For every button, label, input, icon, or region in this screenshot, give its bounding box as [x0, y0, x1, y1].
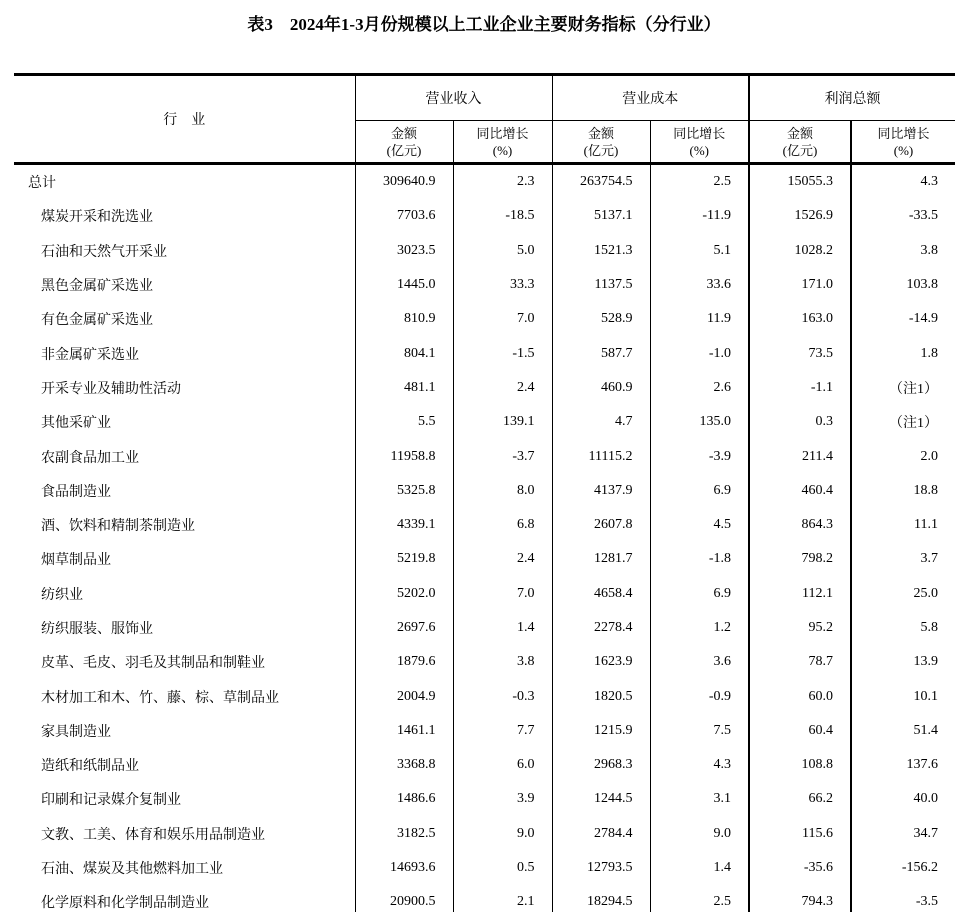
profit-growth-cell: 11.1 [851, 508, 955, 542]
revenue-amount-cell: 3182.5 [397, 825, 436, 841]
industry-name-cell: 印刷和记录媒介复制业 [14, 782, 355, 816]
table-row [14, 268, 955, 302]
header-line-2: (%) [492, 142, 513, 158]
cost-growth-cell: -1.8 [650, 542, 749, 576]
cost-growth-header [650, 121, 749, 164]
table-row [14, 474, 955, 508]
cost-growth-cell: 6.9 [650, 577, 749, 611]
revenue-amount-cell: 20900.5 [390, 894, 436, 910]
header-line-1: 同比增长 [476, 125, 529, 141]
cost-growth-cell: 3.6 [650, 645, 749, 679]
industry-name-cell: 石油和天然气开采业 [14, 234, 355, 268]
profit-amount-cell: 73.5 [749, 336, 851, 370]
industry-name-cell: 石油、煤炭及其他燃料加工业 [14, 851, 355, 885]
cost-amount-cell: 4658.4 [552, 577, 650, 611]
profit-amount-cell: -35.6 [749, 851, 851, 885]
revenue-amount-cell: 5.5 [418, 414, 436, 430]
revenue-growth-cell: 2.3 [453, 164, 552, 200]
revenue-amount-header [355, 121, 453, 164]
cost-amount-cell: 4137.9 [552, 474, 650, 508]
industry-name-cell: 食品制造业 [14, 474, 355, 508]
profit-growth-cell: 34.7 [851, 817, 955, 851]
revenue-growth-cell: -3.7 [453, 439, 552, 473]
cost-amount-cell: 528.9 [552, 302, 650, 336]
revenue-amount-cell: 14693.6 [390, 860, 436, 876]
revenue-growth-cell: 7.0 [453, 302, 552, 336]
group-header-row [14, 75, 955, 121]
revenue-growth-cell: 7.0 [453, 577, 552, 611]
profit-growth-cell: -156.2 [851, 851, 955, 885]
cost-growth-cell: 3.1 [650, 782, 749, 816]
header-line-2: (亿元) [386, 142, 422, 158]
revenue-growth-cell: 3.8 [453, 645, 552, 679]
cost-growth-cell: 9.0 [650, 817, 749, 851]
profit-amount-cell: 794.3 [749, 885, 851, 912]
cost-amount-cell: 2784.4 [552, 817, 650, 851]
profit-growth-cell: 4.3 [851, 164, 955, 200]
table-row [14, 714, 955, 748]
profit-growth-cell: -14.9 [851, 302, 955, 336]
profit-amount-cell: 60.4 [749, 714, 851, 748]
revenue-growth-cell: 5.0 [453, 234, 552, 268]
profit-amount-cell: 1028.2 [749, 234, 851, 268]
header-line-1: 金额 [587, 125, 614, 141]
profit-amount-cell: 211.4 [749, 439, 851, 473]
table-row [14, 748, 955, 782]
table-row [14, 817, 955, 851]
table-row [14, 542, 955, 576]
profit-growth-cell: 3.7 [851, 542, 955, 576]
profit-amount-cell: 460.4 [749, 474, 851, 508]
profit-growth-cell: 51.4 [851, 714, 955, 748]
table-row [14, 199, 955, 233]
revenue-growth-cell: 9.0 [453, 817, 552, 851]
profit-amount-cell: 78.7 [749, 645, 851, 679]
header-line-2: (亿元) [782, 142, 818, 158]
profit-amount-cell: 163.0 [749, 302, 851, 336]
profit-growth-cell: 2.0 [851, 439, 955, 473]
profit-growth-cell: （注1） [851, 371, 955, 405]
table-row [14, 508, 955, 542]
table-row [14, 851, 955, 885]
industry-name-cell: 黑色金属矿采选业 [14, 268, 355, 302]
cost-growth-cell: 5.1 [650, 234, 749, 268]
cost-amount-cell: 5137.1 [552, 199, 650, 233]
cost-amount-cell: 2607.8 [552, 508, 650, 542]
profit-amount-header [749, 121, 851, 164]
table-row [14, 234, 955, 268]
cost-growth-cell: 2.5 [650, 885, 749, 912]
group-header-operating-revenue: 营业收入 [355, 75, 552, 121]
cost-growth-cell: 1.4 [650, 851, 749, 885]
profit-amount-cell: 115.6 [749, 817, 851, 851]
cost-growth-cell: -3.9 [650, 439, 749, 473]
profit-growth-cell: 137.6 [851, 748, 955, 782]
revenue-amount-cell: 1461.1 [397, 722, 436, 738]
profit-amount-cell: 95.2 [749, 611, 851, 645]
industry-name-cell: 酒、饮料和精制茶制造业 [14, 508, 355, 542]
profit-growth-cell: 3.8 [851, 234, 955, 268]
revenue-growth-cell: -1.5 [453, 336, 552, 370]
industry-name-cell: 文教、工美、体育和娱乐用品制造业 [14, 817, 355, 851]
revenue-growth-cell: -0.3 [453, 679, 552, 713]
revenue-amount-cell: 4339.1 [397, 517, 436, 533]
revenue-amount-cell: 5202.0 [397, 585, 436, 601]
cost-growth-cell: 7.5 [650, 714, 749, 748]
table-row [14, 782, 955, 816]
cost-growth-cell: -11.9 [650, 199, 749, 233]
profit-amount-cell: 798.2 [749, 542, 851, 576]
revenue-growth-cell: 33.3 [453, 268, 552, 302]
profit-growth-header [851, 121, 955, 164]
revenue-growth-cell: 2.1 [453, 885, 552, 912]
cost-growth-cell: -1.0 [650, 336, 749, 370]
profit-growth-cell: -3.5 [851, 885, 955, 912]
cost-amount-header [552, 121, 650, 164]
table-row [14, 336, 955, 370]
cost-amount-cell: 1281.7 [552, 542, 650, 576]
group-header-total-profit: 利润总额 [749, 75, 955, 121]
header-line-2: (%) [689, 142, 709, 158]
revenue-amount-cell: 2004.9 [397, 688, 436, 704]
industry-name-cell: 总计 [14, 164, 355, 200]
profit-amount-cell: 1526.9 [749, 199, 851, 233]
profit-amount-cell: 60.0 [749, 679, 851, 713]
cost-growth-cell: 4.3 [650, 748, 749, 782]
profit-amount-cell: 864.3 [749, 508, 851, 542]
revenue-amount-cell: 810.9 [404, 311, 436, 327]
profit-amount-cell: 15055.3 [749, 164, 851, 200]
revenue-amount-cell: 309640.9 [383, 174, 436, 190]
cost-amount-cell: 460.9 [552, 371, 650, 405]
revenue-growth-cell: 1.4 [453, 611, 552, 645]
revenue-growth-cell: 7.7 [453, 714, 552, 748]
profit-amount-cell: 108.8 [749, 748, 851, 782]
profit-growth-cell: 13.9 [851, 645, 955, 679]
profit-amount-cell: 112.1 [749, 577, 851, 611]
revenue-amount-cell: 3368.8 [397, 757, 436, 773]
cost-growth-cell: 1.2 [650, 611, 749, 645]
cost-amount-cell: 1623.9 [552, 645, 650, 679]
profit-growth-cell: 40.0 [851, 782, 955, 816]
cost-amount-cell: 18294.5 [552, 885, 650, 912]
industry-name-cell: 开采专业及辅助性活动 [14, 371, 355, 405]
header-line-2: (亿元) [583, 142, 619, 158]
revenue-amount-cell: 5325.8 [397, 482, 436, 498]
industry-name-cell: 其他采矿业 [14, 405, 355, 439]
revenue-amount-cell: 7703.6 [397, 208, 436, 224]
table-row [14, 405, 955, 439]
cost-amount-cell: 1137.5 [552, 268, 650, 302]
industry-name-cell: 纺织服装、服饰业 [14, 611, 355, 645]
industry-name-cell: 化学原料和化学制品制造业 [14, 885, 355, 912]
group-header-operating-cost: 营业成本 [552, 75, 749, 121]
revenue-growth-cell: 0.5 [453, 851, 552, 885]
industry-name-cell: 有色金属矿采选业 [14, 302, 355, 336]
cost-amount-cell: 1244.5 [552, 782, 650, 816]
revenue-growth-cell: 6.8 [453, 508, 552, 542]
revenue-growth-cell: 6.0 [453, 748, 552, 782]
cost-growth-cell: -0.9 [650, 679, 749, 713]
revenue-growth-cell: 3.9 [453, 782, 552, 816]
cost-amount-cell: 4.7 [552, 405, 650, 439]
header-line-1: 金额 [786, 125, 813, 141]
industry-name-cell: 木材加工和木、竹、藤、棕、草制品业 [14, 679, 355, 713]
cost-growth-cell: 4.5 [650, 508, 749, 542]
revenue-amount-cell: 1879.6 [397, 654, 436, 670]
financial-indicators-table [14, 73, 955, 912]
revenue-growth-cell: -18.5 [453, 199, 552, 233]
industry-name-cell: 纺织业 [14, 577, 355, 611]
cost-growth-cell: 2.6 [650, 371, 749, 405]
table-row [14, 679, 955, 713]
revenue-amount-cell: 5219.8 [397, 551, 436, 567]
cost-growth-cell: 33.6 [650, 268, 749, 302]
cost-growth-cell: 6.9 [650, 474, 749, 508]
cost-amount-cell: 1521.3 [552, 234, 650, 268]
profit-growth-cell: 10.1 [851, 679, 955, 713]
header-line-1: 同比增长 [673, 125, 726, 141]
revenue-growth-header [453, 121, 552, 164]
table-row [14, 302, 955, 336]
table-row [14, 371, 955, 405]
header-line-1: 同比增长 [877, 125, 930, 141]
table-row [14, 164, 955, 200]
industry-name-cell: 非金属矿采选业 [14, 336, 355, 370]
cost-amount-cell: 587.7 [552, 336, 650, 370]
revenue-amount-cell: 1486.6 [397, 791, 436, 807]
industry-name-cell: 农副食品加工业 [14, 439, 355, 473]
header-line-2: (%) [893, 142, 914, 158]
header-line-1: 金额 [390, 125, 417, 141]
industry-name-cell: 煤炭开采和洗选业 [14, 199, 355, 233]
industry-name-cell: 皮革、毛皮、羽毛及其制品和制鞋业 [14, 645, 355, 679]
cost-growth-cell: 11.9 [650, 302, 749, 336]
revenue-amount-cell: 481.1 [404, 379, 436, 395]
profit-growth-cell: （注1） [851, 405, 955, 439]
profit-amount-cell: 171.0 [749, 268, 851, 302]
profit-amount-cell: -1.1 [749, 371, 851, 405]
profit-growth-cell: 18.8 [851, 474, 955, 508]
cost-growth-cell: 135.0 [650, 405, 749, 439]
cost-amount-cell: 11115.2 [552, 439, 650, 473]
cost-amount-cell: 2278.4 [552, 611, 650, 645]
table-row [14, 611, 955, 645]
cost-amount-cell: 1215.9 [552, 714, 650, 748]
profit-growth-cell: 5.8 [851, 611, 955, 645]
industry-column-header: 行 业 [14, 75, 355, 164]
revenue-growth-cell: 139.1 [453, 405, 552, 439]
cost-amount-cell: 263754.5 [552, 164, 650, 200]
revenue-amount-cell: 804.1 [404, 345, 436, 361]
table-body [14, 164, 955, 912]
revenue-amount-cell: 1445.0 [397, 277, 436, 293]
industry-name-cell: 造纸和纸制品业 [14, 748, 355, 782]
profit-growth-cell: 103.8 [851, 268, 955, 302]
table-row [14, 645, 955, 679]
profit-amount-cell: 0.3 [749, 405, 851, 439]
revenue-amount-cell: 11958.8 [390, 448, 436, 464]
table-title: 表3 2024年1-3月份规模以上工业企业主要财务指标（分行业） [247, 15, 721, 34]
profit-growth-cell: -33.5 [851, 199, 955, 233]
table-row [14, 885, 955, 912]
cost-amount-cell: 12793.5 [552, 851, 650, 885]
cost-amount-cell: 2968.3 [552, 748, 650, 782]
revenue-amount-cell: 3023.5 [397, 242, 436, 258]
profit-amount-cell: 66.2 [749, 782, 851, 816]
industry-name-cell: 家具制造业 [14, 714, 355, 748]
table-header [14, 75, 955, 164]
revenue-amount-cell: 2697.6 [397, 620, 436, 635]
table-row [14, 439, 955, 473]
profit-growth-cell: 1.8 [851, 336, 955, 370]
revenue-growth-cell: 8.0 [453, 474, 552, 508]
cost-amount-cell: 1820.5 [552, 679, 650, 713]
table-row [14, 577, 955, 611]
cost-growth-cell: 2.5 [650, 164, 749, 200]
industry-name-cell: 烟草制品业 [14, 542, 355, 576]
profit-growth-cell: 25.0 [851, 577, 955, 611]
revenue-growth-cell: 2.4 [453, 371, 552, 405]
revenue-growth-cell: 2.4 [453, 542, 552, 576]
